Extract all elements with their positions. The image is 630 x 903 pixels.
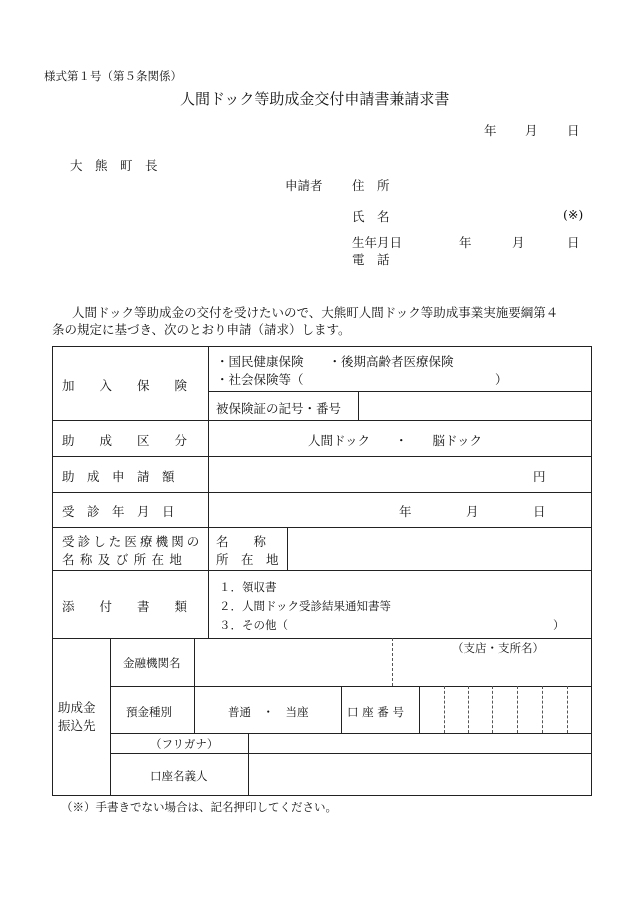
bank-branch-label: （支店・支所名） xyxy=(452,641,544,655)
account-number-label: 口 座 番 号 xyxy=(347,705,404,719)
furigana-field[interactable] xyxy=(252,735,588,751)
visit-date-label: 受 診 年 月 日 xyxy=(62,504,175,519)
date-month-label: 月 xyxy=(525,123,538,138)
applicant-phone-label: 電 話 xyxy=(352,252,390,267)
applicant-label: 申請者 xyxy=(285,178,323,193)
visit-year-label: 年 xyxy=(399,504,412,519)
account-type-options[interactable]: 普通 ・ 当座 xyxy=(228,705,309,719)
bank-institution-label: 金融機関名 xyxy=(123,656,181,670)
amount-label: 助 成 申 請 額 xyxy=(62,469,175,484)
applicant-address-label: 住 所 xyxy=(352,178,390,193)
bank-institution-field[interactable] xyxy=(198,641,388,683)
institution-label-1: 受診した医療機関の xyxy=(62,534,203,549)
institution-label-2: 名称及び所在地 xyxy=(62,552,188,567)
account-holder-label: 口座名義人 xyxy=(150,769,208,783)
dob-day-label: 日 xyxy=(567,235,580,250)
applicant-name-label: 氏 名 xyxy=(352,209,390,224)
amount-unit: 円 xyxy=(533,469,546,484)
attachment-item-3-close: ） xyxy=(553,618,565,632)
attachment-item-3: ３．その他（ xyxy=(219,618,288,632)
bank-label-1: 助成金 xyxy=(58,700,96,715)
insurance-option-2-close: ） xyxy=(495,372,508,387)
category-options[interactable]: 人間ドック ・ 脳ドック xyxy=(308,433,483,448)
account-holder-field[interactable] xyxy=(252,756,588,793)
bank-label-2: 振込先 xyxy=(58,718,96,733)
dob-year-label: 年 xyxy=(459,235,472,250)
institution-address-label: 所 在 地 xyxy=(216,552,279,567)
amount-field[interactable] xyxy=(212,460,522,488)
intro-line-2: 条の規定に基づき、次のとおり申請（請求）します。 xyxy=(52,322,351,337)
form-title: 人間ドック等助成金交付申請書兼請求書 xyxy=(180,90,450,108)
insurance-card-field[interactable] xyxy=(362,394,588,418)
seal-note: (※) xyxy=(563,207,584,222)
account-type-label: 預金種別 xyxy=(126,705,172,719)
account-number-field[interactable] xyxy=(421,688,590,732)
dob-month-label: 月 xyxy=(512,235,525,250)
intro-line-1: 人間ドック等助成金の交付を受けたいので、大熊町人間ドック等助成事業実施要綱第４ xyxy=(72,305,559,320)
institution-field[interactable] xyxy=(292,530,588,568)
insurance-label: 加 入 保 険 xyxy=(62,378,188,393)
attachment-item-1: １．領収書 xyxy=(219,580,277,594)
attachments-label: 添 付 書 類 xyxy=(62,599,188,614)
applicant-dob-label: 生年月日 xyxy=(352,235,403,250)
addressee: 大 熊 町 長 xyxy=(70,158,158,173)
institution-name-label: 名 称 xyxy=(216,534,267,549)
insurance-option-2[interactable]: ・社会保険等（ xyxy=(216,372,304,387)
footnote: （※）手書きでない場合は、記名押印してください。 xyxy=(61,800,337,814)
visit-day-label: 日 xyxy=(533,504,546,519)
date-day-label: 日 xyxy=(567,123,580,138)
insurance-option-1[interactable]: ・国民健康保険 ・後期高齢者医療保険 xyxy=(216,354,454,369)
form-number: 様式第１号（第５条関係） xyxy=(44,69,182,83)
insurance-card-label: 被保険証の記号・番号 xyxy=(216,401,342,416)
visit-month-label: 月 xyxy=(466,504,479,519)
attachment-item-2: ２．人間ドック受診結果通知書等 xyxy=(219,599,392,613)
category-label: 助 成 区 分 xyxy=(62,433,188,448)
date-year-label: 年 xyxy=(484,123,497,138)
furigana-label: （フリガナ） xyxy=(150,737,219,751)
